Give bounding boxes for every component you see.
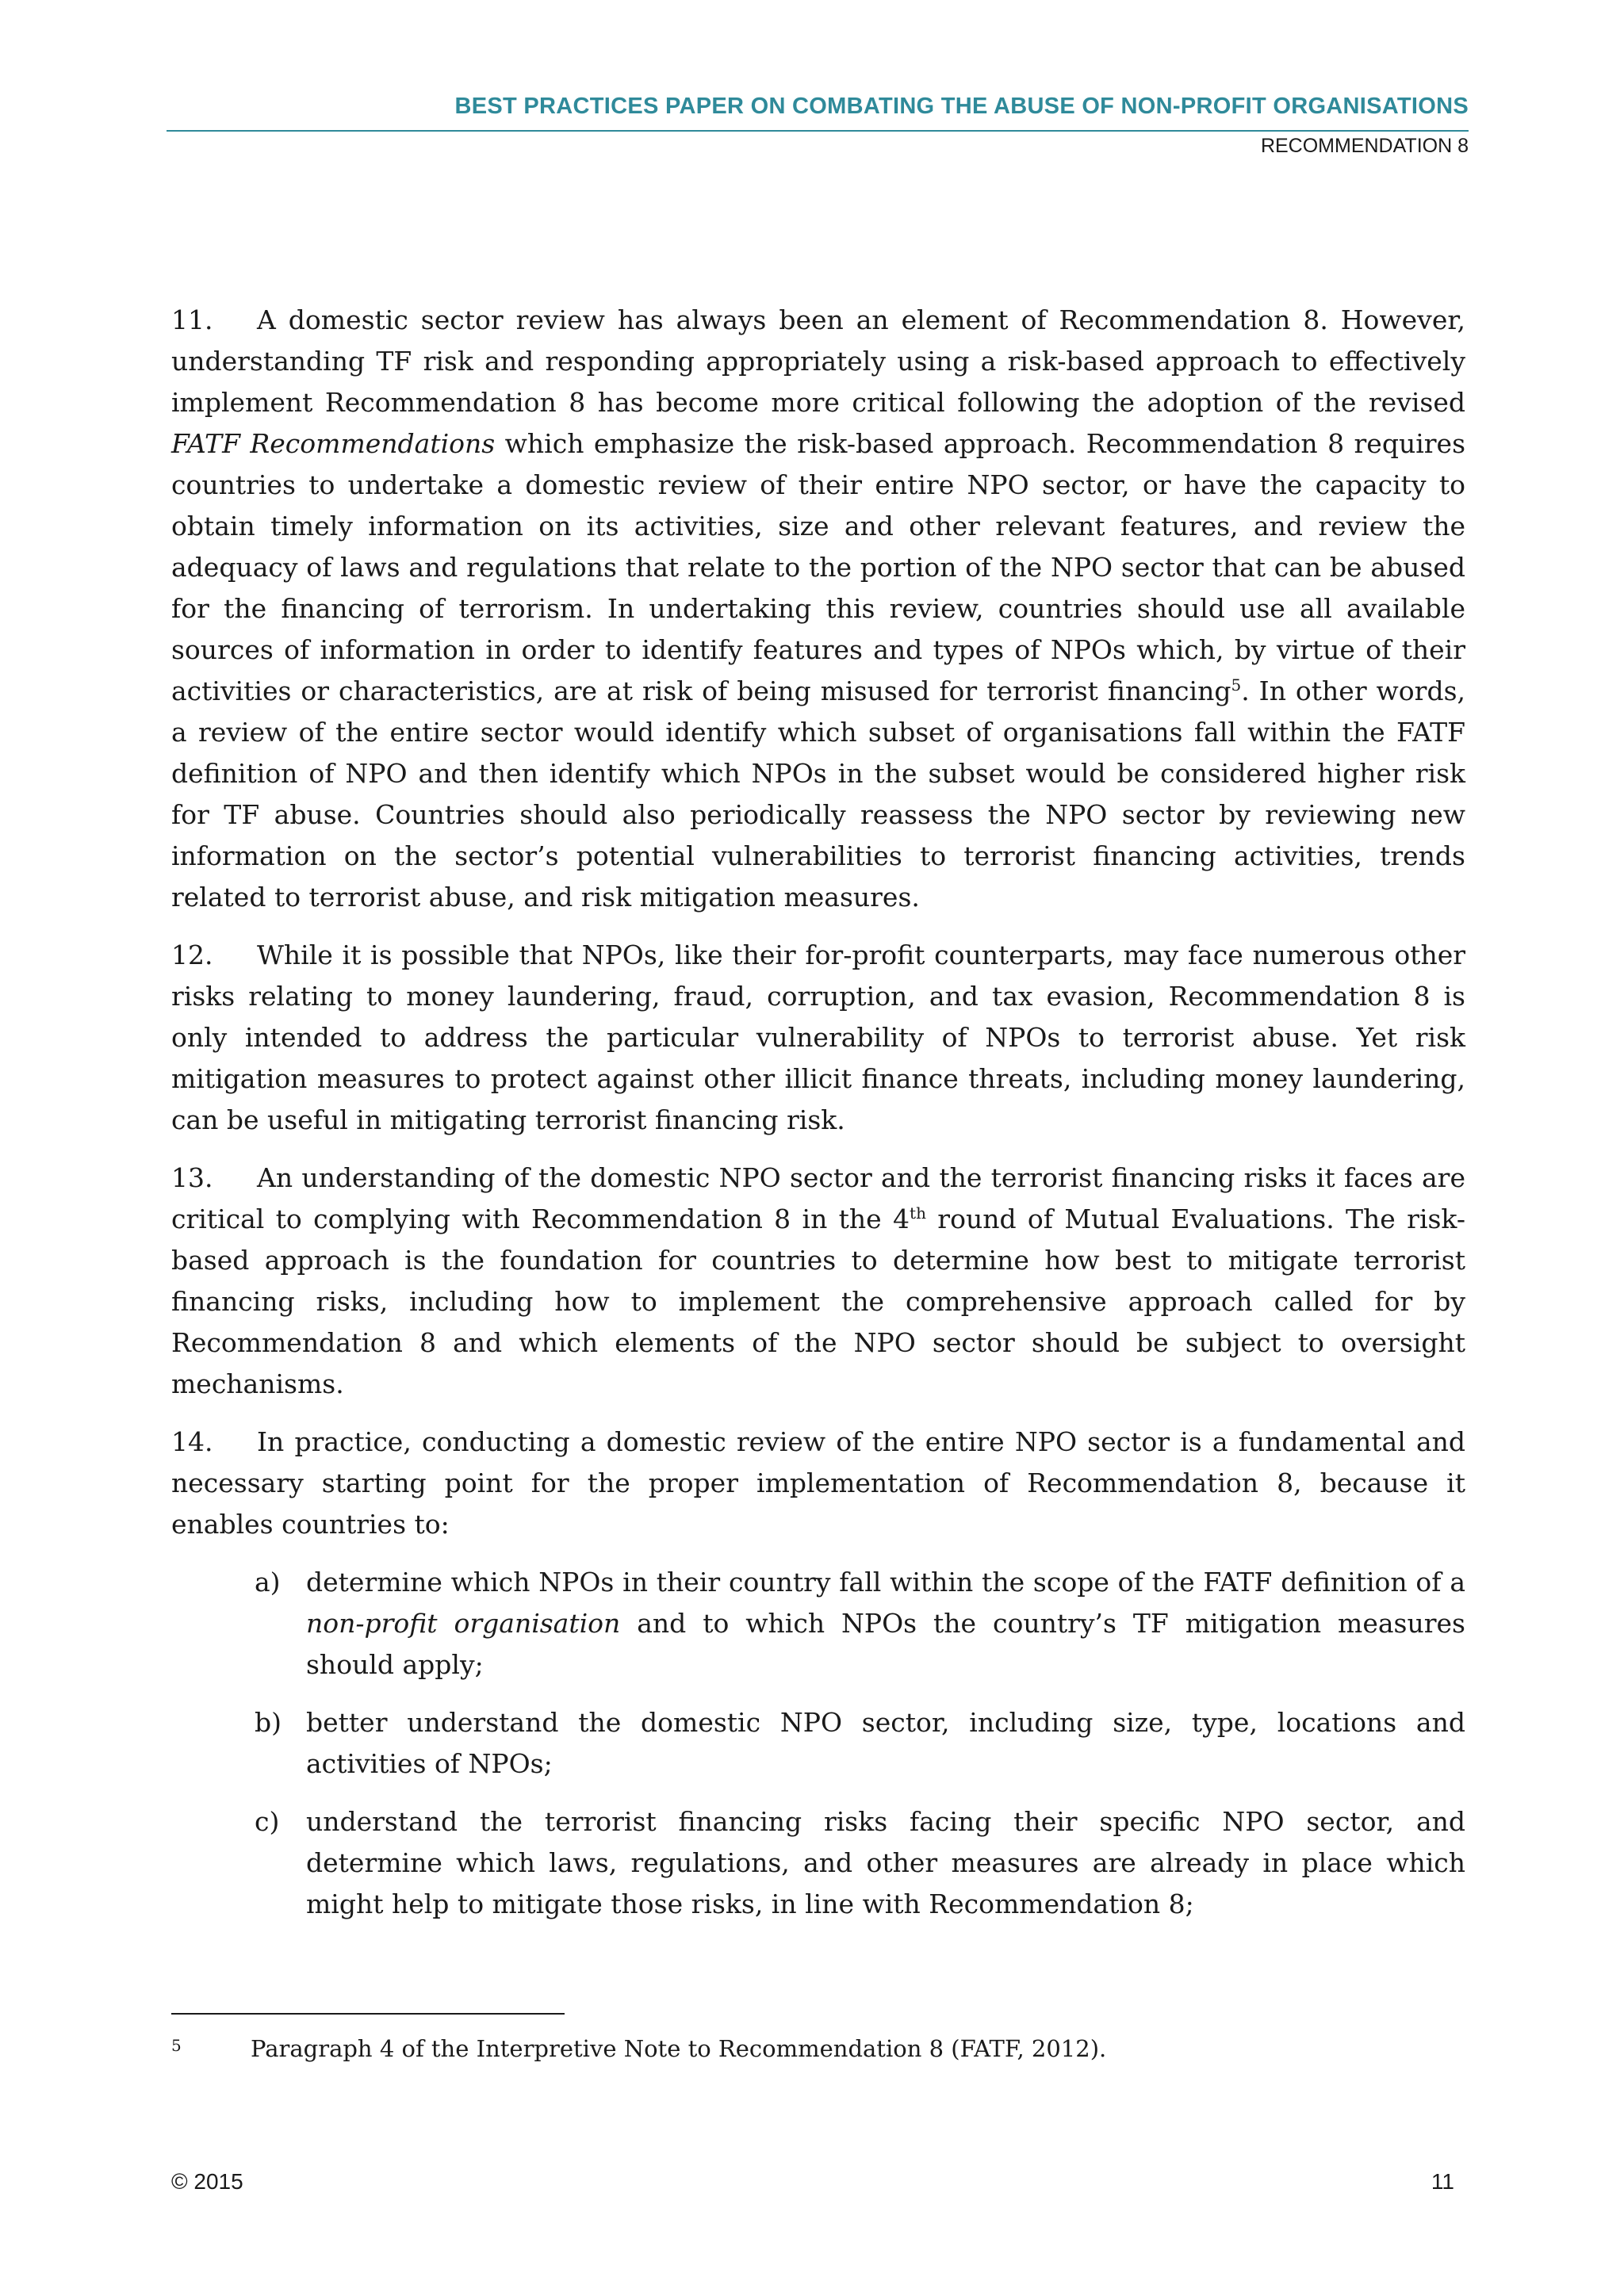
- running-header-title: BEST PRACTICES PAPER ON COMBATING THE ABUSE OF NON-PROFIT ORGANISATIONS: [454, 94, 1469, 119]
- list-item-text: understand the terrorist financing risks facing their specific NPO sector, and determine which laws, regulations, and other measures are already in place which might help to mitigate those risks, in line with Recommendation 8;: [306, 1806, 1465, 1919]
- document-body: [171, 300, 1465, 1942]
- list-item-text: determine which NPOs in their country fall within the scope of the FATF definition of a: [306, 1567, 1465, 1598]
- page-number: 11: [1431, 2169, 1454, 2194]
- footnote-reference[interactable]: 5: [1231, 675, 1242, 695]
- lettered-list: [171, 1562, 1465, 1925]
- list-item-c: [171, 1801, 1465, 1925]
- footer-copyright: © 2015: [171, 2169, 243, 2194]
- paragraph-number: 14.: [171, 1426, 213, 1457]
- paragraph-text: A domestic sector review has always been an element of Recommendation 8. However, understanding TF risk and responding appropriately using a risk-based approach to effectively implement Recommendation 8 has become more critical following the adoption of the revised: [171, 304, 1465, 418]
- paragraph-11: [171, 300, 1465, 918]
- paragraph-14: [171, 1422, 1465, 1545]
- list-item-a: [171, 1562, 1465, 1686]
- paragraph-text: round of Mutual Evaluations. The risk-based approach is the foundation for countries to determine how best to mitigate terrorist financing risks, including how to implement the comprehensive approach called for by Recommendation 8 and which elements of the NPO sector should be subject to oversight mechanisms.: [171, 1203, 1465, 1399]
- paragraph-text: which emphasize the risk-based approach. Recommendation 8 requires countries to undertake a domestic review of their entire NPO sector, or have the capacity to obtain timely information on its activities, size and other relevant features, and review the adequacy of laws and regulations that relate to the portion of the NPO sector that can be abused for the financing of terrorism. In undertaking this review, countries should use all available sources of information in order to identify features and types of NPOs which, by virtue of their activities or characteristics, are at risk of being misused for terrorist financing: [171, 428, 1466, 706]
- header-divider: [167, 130, 1469, 132]
- paragraph-number: 11.: [171, 304, 213, 335]
- list-marker: a): [255, 1567, 281, 1598]
- paragraph-13: [171, 1158, 1465, 1405]
- paragraph-text: An understanding of the domestic NPO sector and the terrorist financing risks it faces are critical to complying with Recommendation 8 in the 4: [171, 1162, 1465, 1234]
- list-marker: c): [255, 1806, 280, 1837]
- paragraph-text: While it is possible that NPOs, like their for-profit counterparts, may face numerous other risks relating to money laundering, fraud, corruption, and tax evasion, Recommendation 8 is only intended to address the particular vulnerability of NPOs to terrorist abuse. Yet risk mitigation measures to protect against other illicit finance threats, including money laundering, can be useful in mitigating terrorist financing risk.: [171, 939, 1465, 1135]
- paragraph-number: 12.: [171, 939, 213, 970]
- list-item-text: and to which NPOs the country’s TF mitigation measures should apply;: [306, 1608, 1465, 1680]
- list-item-b: [171, 1702, 1465, 1785]
- paragraph-text: In practice, conducting a domestic review of the entire NPO sector is a fundamental and necessary starting point for the proper implementation of Recommendation 8, because it enables countries to:: [171, 1426, 1465, 1540]
- emphasis-text: FATF Recommendations: [171, 428, 496, 459]
- ordinal-superscript: th: [910, 1203, 926, 1223]
- footnote-separator: [171, 2013, 565, 2015]
- footnote-marker: 5: [171, 2036, 182, 2055]
- paragraph-12: [171, 935, 1465, 1141]
- list-marker: b): [255, 1707, 282, 1738]
- emphasis-text: non-profit organisation: [306, 1608, 621, 1639]
- running-header-subtitle: RECOMMENDATION 8: [1260, 135, 1469, 157]
- paragraph-text: . In other words, a review of the entire sector would identify which subset of organisations fall within the FATF definition of NPO and then identify which NPOs in the subset would be considered higher risk for TF abuse. Countries should also periodically reassess the NPO sector by reviewing new information on the sector’s potential vulnerabilities to terrorist financing activities, trends related to terrorist abuse, and risk mitigation measures.: [171, 675, 1465, 913]
- list-item-text: better understand the domestic NPO sector, including size, type, locations and activities of NPOs;: [306, 1707, 1465, 1779]
- paragraph-number: 13.: [171, 1162, 213, 1193]
- footnote-text: Paragraph 4 of the Interpretive Note to Recommendation 8 (FATF, 2012).: [251, 2035, 1107, 2062]
